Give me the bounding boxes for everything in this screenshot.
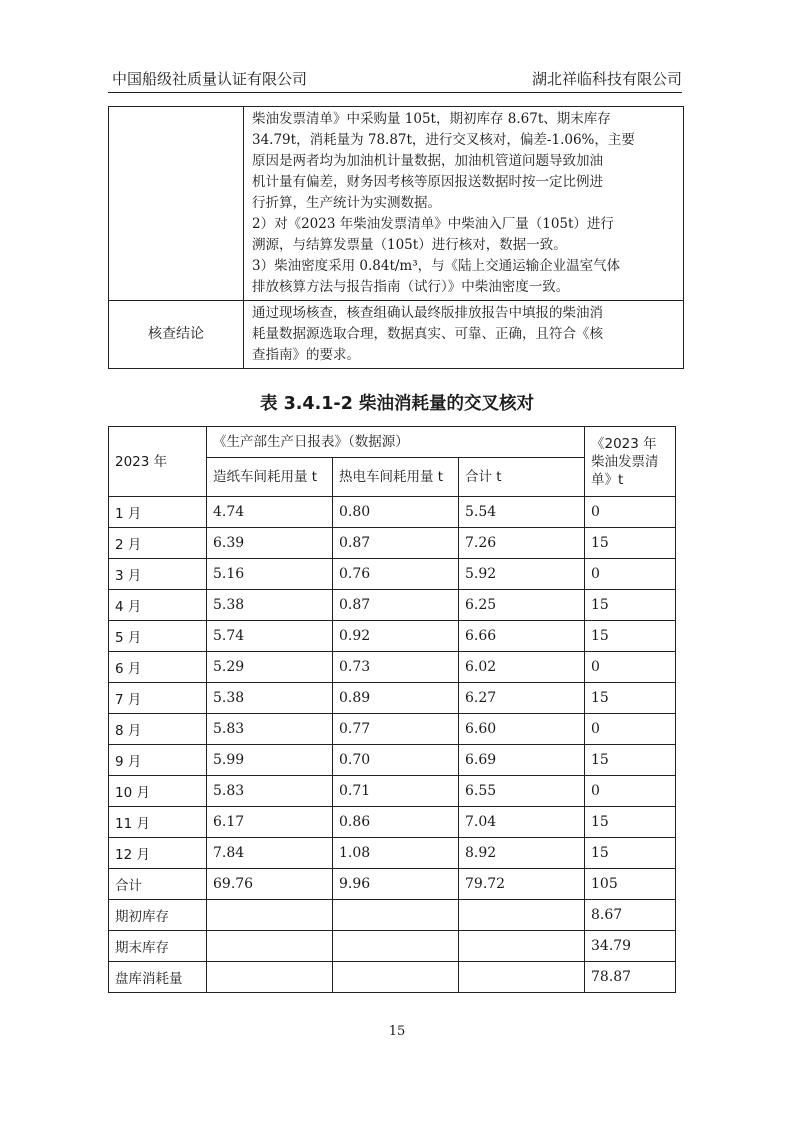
table-cell: 15 [585, 838, 676, 869]
table-cell: 7.04 [459, 807, 585, 838]
table-row [109, 807, 676, 838]
table-cell: 9.96 [333, 869, 459, 900]
header-year: 2023 年 [109, 427, 207, 497]
content-line: 柴油发票清单》中采购量 105t，期初库存 8.67t、期末库存 [252, 111, 611, 127]
fuel-consumption-table [108, 426, 676, 993]
table-cell: 0.70 [333, 745, 459, 776]
verification-table [108, 106, 684, 369]
table-row [109, 652, 676, 683]
content-line: 原因是两者均为加油机计量数据，加油机管道问题导致加油 [252, 153, 603, 169]
header-invoice: 《2023 年柴油发票清单》t [585, 427, 676, 497]
table-cell [333, 900, 459, 931]
header-source: 《生产部生产日报表》（数据源） [207, 427, 585, 458]
table-cell: 0.73 [333, 652, 459, 683]
table-cell: 0.89 [333, 683, 459, 714]
table-cell [459, 962, 585, 993]
header-company-right: 湖北祥临科技有限公司 [531, 70, 682, 88]
table-cell: 0.87 [333, 590, 459, 621]
content-line: 3）柴油密度采用 0.84t/m³，与《陆上交通运输企业温室气体 [252, 258, 621, 274]
table-cell [459, 931, 585, 962]
table-cell [333, 962, 459, 993]
table-cell: 8.92 [459, 838, 585, 869]
table-cell: 5.83 [207, 776, 333, 807]
table-row [109, 683, 676, 714]
row-label-cell: 7 月 [109, 683, 207, 714]
table-row [109, 559, 676, 590]
conclusion-label: 核查结论 [109, 301, 244, 369]
table-row [109, 776, 676, 807]
table-cell: 0.92 [333, 621, 459, 652]
table-cell: 78.87 [585, 962, 676, 993]
table-cell: 0.87 [333, 528, 459, 559]
row-label-cell: 3 月 [109, 559, 207, 590]
table-cell: 0 [585, 776, 676, 807]
content-line: 34.79t，消耗量为 78.87t，进行交叉核对，偏差-1.06%，主要 [252, 132, 635, 148]
row-label-cell: 9 月 [109, 745, 207, 776]
table-cell: 1.08 [333, 838, 459, 869]
content-line: 2）对《2023 年柴油发票清单》中柴油入厂量（105t）进行 [252, 216, 614, 232]
row-label-cell: 12 月 [109, 838, 207, 869]
table-cell [459, 900, 585, 931]
row-label-cell: 盘库消耗量 [109, 962, 207, 993]
row-label-cell: 11 月 [109, 807, 207, 838]
table-cell: 0.86 [333, 807, 459, 838]
table-cell: 7.84 [207, 838, 333, 869]
header-papermaking: 造纸车间耗用量 t [207, 458, 333, 497]
table-cell [207, 900, 333, 931]
table-cell: 6.66 [459, 621, 585, 652]
page-header [112, 64, 682, 90]
table-cell: 6.17 [207, 807, 333, 838]
table-cell: 15 [585, 683, 676, 714]
row-label-cell: 期初库存 [109, 900, 207, 931]
table-cell: 8.67 [585, 900, 676, 931]
table-cell: 0 [585, 714, 676, 745]
table-row [109, 621, 676, 652]
conclusion-content [244, 301, 684, 369]
table-cell: 5.99 [207, 745, 333, 776]
table-cell [207, 962, 333, 993]
row-label-cell: 合计 [109, 869, 207, 900]
table-row [109, 838, 676, 869]
header-row [109, 427, 676, 458]
row-label-cell: 2 月 [109, 528, 207, 559]
table-cell: 6.02 [459, 652, 585, 683]
table-cell [333, 931, 459, 962]
page-number: 15 [388, 1024, 406, 1039]
table-row [109, 714, 676, 745]
table-cell: 0.71 [333, 776, 459, 807]
table-cell: 5.74 [207, 621, 333, 652]
table-cell: 6.25 [459, 590, 585, 621]
table-cell: 5.38 [207, 683, 333, 714]
table-cell: 5.92 [459, 559, 585, 590]
table-cell [207, 931, 333, 962]
table-cell: 6.27 [459, 683, 585, 714]
table-row [109, 931, 676, 962]
table-cell: 0.77 [333, 714, 459, 745]
table-cell: 15 [585, 621, 676, 652]
row-label-cell: 6 月 [109, 652, 207, 683]
table-cell: 7.26 [459, 528, 585, 559]
conclusion-line: 通过现场核查，核查组确认最终版排放报告中填报的柴油消 [252, 305, 603, 321]
empty-label-cell [109, 107, 244, 301]
table-cell: 69.76 [207, 869, 333, 900]
table-cell: 0.80 [333, 497, 459, 528]
table-cell: 0.76 [333, 559, 459, 590]
header-subtotal: 合计 t [459, 458, 585, 497]
table-cell: 105 [585, 869, 676, 900]
content-line: 行折算，生产统计为实测数据。 [252, 195, 441, 211]
table-cell: 15 [585, 807, 676, 838]
table-cell: 34.79 [585, 931, 676, 962]
table-cell: 6.69 [459, 745, 585, 776]
row-label-cell: 1 月 [109, 497, 207, 528]
row-label-cell: 5 月 [109, 621, 207, 652]
table-cell: 5.16 [207, 559, 333, 590]
row-label-cell: 4 月 [109, 590, 207, 621]
table-cell: 6.60 [459, 714, 585, 745]
row-label-cell: 期末库存 [109, 931, 207, 962]
table-row [109, 590, 676, 621]
content-line: 溯源，与结算发票量（105t）进行核对，数据一致。 [252, 237, 567, 253]
table-cell: 0 [585, 559, 676, 590]
content-line: 机计量有偏差，财务因考核等原因报送数据时按一定比例进 [252, 174, 603, 190]
table-cell: 15 [585, 528, 676, 559]
table-row [109, 528, 676, 559]
content-line: 排放核算方法与报告指南（试行）》中柴油密度一致。 [252, 279, 570, 295]
row-label-cell: 8 月 [109, 714, 207, 745]
table-row [109, 900, 676, 931]
table-row [109, 869, 676, 900]
table-row [109, 745, 676, 776]
conclusion-row [109, 301, 684, 369]
verification-row [109, 107, 684, 301]
conclusion-line: 查指南》的要求。 [252, 347, 360, 363]
table-cell: 0 [585, 497, 676, 528]
table-cell: 5.29 [207, 652, 333, 683]
table-cell: 5.38 [207, 590, 333, 621]
table-cell: 4.74 [207, 497, 333, 528]
table-cell: 79.72 [459, 869, 585, 900]
row-label-cell: 10 月 [109, 776, 207, 807]
fuel-table-body [109, 497, 676, 993]
table-cell: 5.83 [207, 714, 333, 745]
header-company-left: 中国船级社质量认证有限公司 [112, 70, 308, 88]
table-cell: 6.39 [207, 528, 333, 559]
table-title: 表 3.4.1-2 柴油消耗量的交叉核对 [260, 394, 534, 414]
table-cell: 5.54 [459, 497, 585, 528]
verification-content [244, 107, 684, 301]
table-row [109, 497, 676, 528]
conclusion-line: 耗量数据源选取合理，数据真实、可靠、正确，且符合《核 [252, 326, 603, 342]
header-thermal: 热电车间耗用量 t [333, 458, 459, 497]
table-row [109, 962, 676, 993]
header-rule [108, 92, 682, 93]
table-cell: 0 [585, 652, 676, 683]
table-cell: 15 [585, 745, 676, 776]
table-cell: 15 [585, 590, 676, 621]
table-cell: 6.55 [459, 776, 585, 807]
